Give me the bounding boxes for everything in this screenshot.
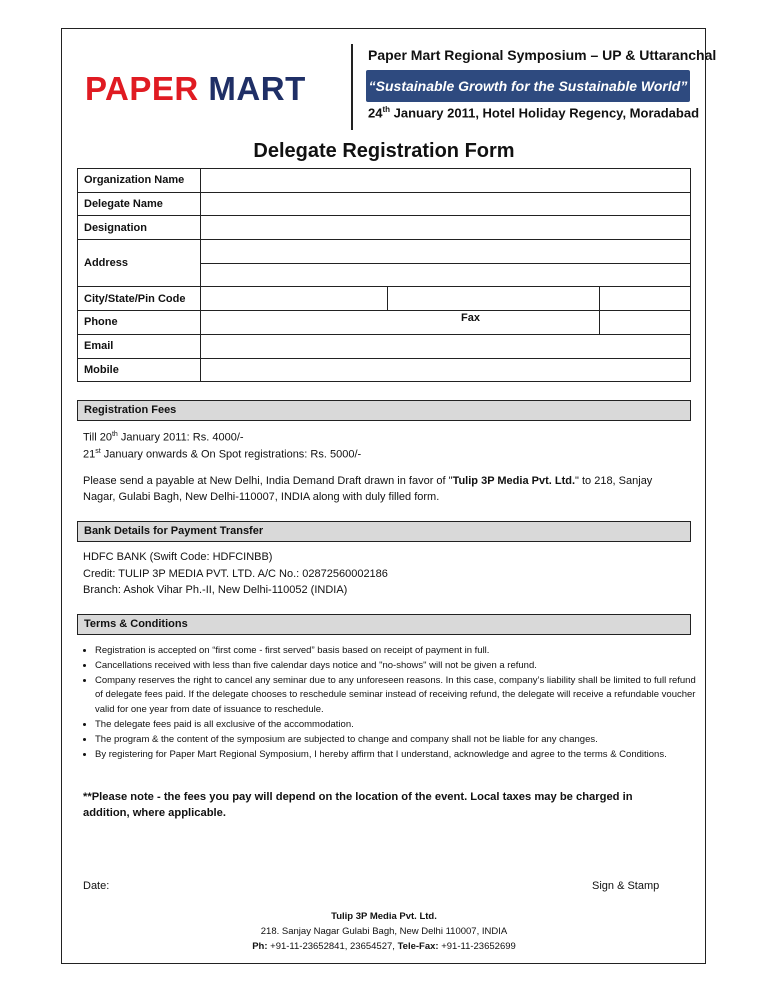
email-field[interactable] [201,334,691,358]
event-day-suffix: th [382,105,391,114]
registration-fees-heading: Registration Fees [77,400,691,421]
footer-ph-value: +91-11-23652841, 23654527, [267,941,398,952]
term-item: • Company reserves the right to cancel any seminar due to any unforeseen reasons. In this case, company’s liability shall be limited to full refund of delegate fees paid. If the delegate chooses to reschedule seminar instead of receiving refund, the delegate will receive a refundable voucher valid for one year from date of issuance to reschedule. [95,674,700,718]
label-city: City/State/Pin Code [78,287,201,311]
tagline-banner: “Sustainable Growth for the Sustainable World” [366,70,690,102]
label-organization: Organization Name [78,169,201,193]
header-divider [351,44,353,130]
fee-line-late [83,444,361,463]
payment-post: " to 218, Sanjay Nagar, Gulabi Bagh, New Delhi-110007, INDIA along with duly filled form. [83,475,653,503]
fee-late-pre: 21 [83,448,96,461]
fax-field[interactable] [600,311,691,335]
label-mobile: Mobile [78,358,201,382]
fee-early-sup: th [111,431,118,438]
label-address: Address [78,240,201,287]
address-field-line2[interactable] [201,263,691,287]
address-field-line1[interactable] [201,240,691,264]
fee-note: **Please note - the fees you pay will depend on the location of the event. Local taxes may be charged in addition, where applicable. [83,791,633,819]
date-label: Date: [83,880,110,892]
delegate-name-field[interactable] [201,192,691,216]
symposium-title: Paper Mart Regional Symposium – UP & Uttaranchal [368,47,717,63]
paper-mart-logo [85,70,306,108]
payment-pre: Please send a payable at New Delhi, India Demand Draft drawn in favor of " [83,475,453,487]
fee-early-post: January 2011: Rs. 4000/- [117,431,244,444]
bank-details-heading: Bank Details for Payment Transfer [77,521,691,542]
phone-field[interactable] [201,311,600,335]
bank-branch: Branch: Ashok Vihar Ph.-II, New Delhi-110052 (INDIA) [83,584,348,596]
footer-fax-value: +91-11-23652699 [438,941,516,952]
registration-table [77,168,691,382]
fee-late-sup: st [95,448,101,455]
footer-ph-label: Ph: [252,941,268,952]
bank-name: HDFC BANK (Swift Code: HDFCINBB) [83,551,273,563]
fee-early-pre: Till 20 [83,431,112,444]
payee-name: Tulip 3P Media Pvt. Ltd. [452,475,576,487]
fee-late-post: January onwards & On Spot registrations: Rs. 5000/- [100,448,362,461]
logo-word-paper: PAPER [85,70,199,107]
terms-list [83,644,700,762]
footer-fax-label: Tele-Fax: [397,941,439,952]
label-delegate: Delegate Name [78,192,201,216]
term-item: • By registering for Paper Mart Regional Symposium, I hereby affirm that I understand, acknowledge and agree to the terms & Conditions. [95,748,700,763]
term-item: • The program & the content of the symposium are subjected to change and company shall not be liable for any changes. [95,733,700,748]
organization-field[interactable] [201,169,691,193]
logo-word-mart: MART [208,70,306,107]
label-fax: Fax [461,312,480,325]
footer [0,909,768,954]
state-field[interactable] [388,287,600,311]
designation-field[interactable] [201,216,691,240]
term-item: • Registration is accepted on “first come - first served” basis based on receipt of payment in full. [95,644,700,659]
event-venue: January 2011, Hotel Holiday Regency, Moradabad [390,105,700,121]
payment-instructions [83,473,678,505]
terms-heading: Terms & Conditions [77,614,691,635]
form-title: Delegate Registration Form [253,140,515,162]
bank-account: Credit: TULIP 3P MEDIA PVT. LTD. A/C No.: 02872560002186 [83,568,388,580]
footer-company: Tulip 3P Media Pvt. Ltd. [331,911,437,922]
event-day: 24 [368,105,383,121]
term-item: • Cancellations received with less than five calendar days notice and "no-shows" will not be given a refund. [95,659,700,674]
event-date-venue [368,105,699,120]
term-item: • The delegate fees paid is all exclusive of the accommodation. [95,718,700,733]
footer-address: 218. Sanjay Nagar Gulabi Bagh, New Delhi 110007, INDIA [260,926,508,937]
sign-stamp-label: Sign & Stamp [592,880,660,892]
label-designation: Designation [78,216,201,240]
footer-contact [0,939,768,954]
label-email: Email [78,334,201,358]
label-phone: Phone [78,311,201,335]
fee-line-early [83,427,244,446]
mobile-field[interactable] [201,358,691,382]
pin-field[interactable] [600,287,691,311]
city-field[interactable] [201,287,388,311]
